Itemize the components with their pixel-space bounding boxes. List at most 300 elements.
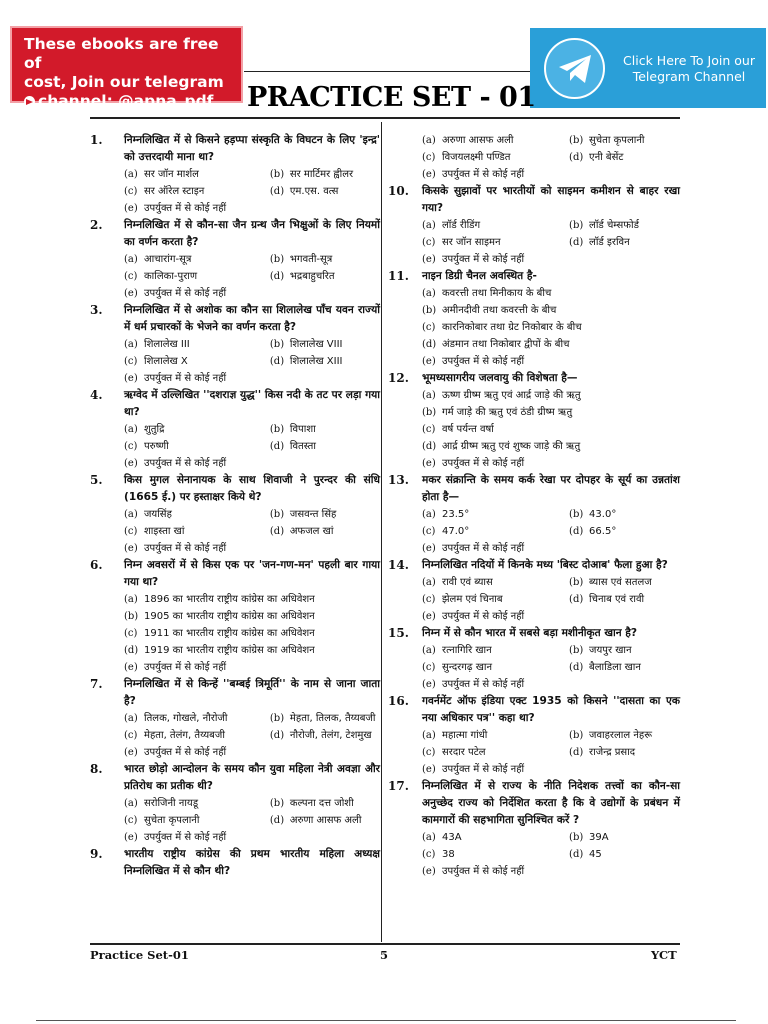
option-row — [124, 523, 380, 540]
option-row — [422, 574, 680, 591]
option-text: गर्म जाड़े की ऋतु एवं ठंडी ग्रीष्म ऋतु — [442, 407, 573, 418]
option-label: (c) — [422, 747, 436, 758]
option-row — [124, 166, 380, 183]
option-row — [422, 251, 680, 268]
option — [569, 591, 680, 608]
option — [422, 744, 569, 761]
option-text: एनी बेसेंट — [589, 152, 624, 163]
option-label: (a) — [422, 509, 436, 520]
right-column — [388, 132, 680, 880]
option-text: सर मार्टिमर ह्वीलर — [289, 169, 354, 180]
option-text: शाइस्ता खां — [144, 526, 185, 537]
option-text: सर ऑरेल स्टाइन — [144, 186, 205, 197]
option-text: उपर्युक्त में से कोई नहीं — [144, 373, 227, 384]
option — [422, 319, 582, 336]
option — [569, 829, 680, 846]
option-label: (a) — [124, 713, 138, 724]
option — [270, 710, 380, 727]
option-label: (b) — [569, 509, 584, 520]
question — [388, 183, 680, 268]
option — [124, 727, 270, 744]
option — [422, 438, 580, 455]
left-column — [90, 132, 380, 880]
option — [569, 523, 680, 540]
option — [422, 132, 569, 149]
question — [90, 557, 380, 676]
option — [422, 251, 524, 268]
option-text: शुतुद्रि — [144, 424, 165, 435]
option-label: (b) — [269, 798, 285, 809]
option — [124, 642, 315, 659]
option-row — [124, 642, 380, 659]
option-text: सुचेता कृपलानी — [144, 815, 200, 826]
option-row — [422, 421, 680, 438]
question — [388, 625, 680, 693]
option — [124, 523, 270, 540]
option — [124, 370, 226, 387]
option-label: (a) — [124, 254, 138, 265]
option-label: (d) — [569, 747, 584, 758]
options — [124, 795, 380, 846]
option-label: (a) — [124, 798, 138, 809]
option — [422, 642, 569, 659]
option-label: (d) — [422, 441, 437, 452]
option-row — [422, 132, 680, 149]
option-label: (e) — [422, 458, 436, 469]
question-number: 2. — [90, 218, 103, 232]
option-label: (d) — [569, 849, 584, 860]
option-row — [422, 455, 680, 472]
option — [124, 812, 270, 829]
option-text: अरुणा आसफ अली — [442, 135, 514, 146]
option-text: उपर्युक्त में से कोई नहीं — [442, 866, 525, 877]
option-text: अंडमान तथा निकोबार द्वीपों के बीच — [442, 339, 570, 350]
option-label: (e) — [422, 611, 436, 622]
option-row — [422, 166, 680, 183]
option-label: (a) — [124, 339, 138, 350]
question-number: 3. — [90, 303, 103, 317]
option — [422, 523, 569, 540]
option — [270, 421, 380, 438]
options — [422, 285, 680, 370]
option-label: (a) — [422, 730, 436, 741]
question — [90, 217, 380, 302]
option-text: सर जॉन साइमन — [442, 237, 501, 248]
option-text: 45 — [589, 849, 602, 860]
option-text: सरोजिनी नायडू — [144, 798, 199, 809]
telegram-promo-banner[interactable] — [10, 26, 243, 110]
option-text: जयपुर खान — [589, 645, 632, 656]
option-label: (e) — [124, 458, 138, 469]
option — [422, 761, 524, 778]
option-row — [422, 659, 680, 676]
option — [422, 166, 524, 183]
option-label: (d) — [269, 356, 285, 367]
option — [124, 438, 270, 455]
option — [270, 251, 380, 268]
option-row — [124, 455, 380, 472]
option-label: (d) — [269, 186, 285, 197]
option-row — [422, 761, 680, 778]
options — [422, 132, 680, 183]
question — [90, 302, 380, 387]
option-label: (c) — [422, 322, 436, 333]
options — [124, 710, 380, 761]
option-label: (a) — [124, 509, 138, 520]
option — [569, 642, 680, 659]
option-text: लॉर्ड रीडिंग — [442, 220, 481, 231]
option-text: कारनिकोबार तथा ग्रेट निकोबार के बीच — [442, 322, 582, 333]
option-text: सुचेता कृपलानी — [589, 135, 645, 146]
option — [422, 863, 524, 880]
option-row — [422, 523, 680, 540]
option-label: (d) — [569, 152, 584, 163]
option-label: (e) — [124, 832, 138, 843]
options — [422, 217, 680, 268]
option-label: (b) — [422, 407, 437, 418]
option-text: एम.एस. वत्स — [289, 186, 339, 197]
option-text: उपर्युक्त में से कोई नहीं — [144, 747, 227, 758]
option — [569, 506, 680, 523]
question — [90, 472, 380, 557]
option — [422, 846, 569, 863]
option-text: विपाशा — [289, 424, 316, 435]
option-row — [422, 676, 680, 693]
option-row — [124, 608, 380, 625]
question-text: निम्नलिखित में से कौन-सा जैन ग्रन्थ जैन भिक्षुओं के लिए नियमों का वर्णन करता है? — [124, 219, 380, 248]
question — [90, 676, 380, 761]
question-text: मकर संक्रान्ति के समय कर्क रेखा पर दोपहर के सूर्य का उन्नतांश होता है— — [422, 474, 680, 503]
options — [422, 387, 680, 472]
option-text: 23.5° — [442, 509, 470, 520]
question-text: भूमध्यसागरीय जलवायु की विशेषता है— — [422, 372, 578, 384]
question — [388, 268, 680, 370]
option-row — [124, 506, 380, 523]
option — [124, 421, 270, 438]
option-row — [422, 217, 680, 234]
option-text: मेहता, तेलंग, तैय्यबजी — [144, 730, 225, 741]
option-row — [124, 421, 380, 438]
option-row — [422, 387, 680, 404]
option-text: परुष्णी — [144, 441, 169, 452]
option-label: (c) — [124, 815, 138, 826]
question-text: निम्न अवसरों में से किस एक पर 'जन-गण-मन' पहली बार गाया गया था? — [124, 559, 380, 588]
title-divider — [90, 117, 680, 119]
option-text: ब्यास एवं सतलज — [589, 577, 652, 588]
option-label: (e) — [124, 288, 138, 299]
option-text: कालिका-पुराण — [144, 271, 198, 282]
option-text: कल्पना दत्त जोशी — [289, 798, 354, 809]
option-text: उपर्युक्त में से कोई नहीं — [144, 203, 227, 214]
question-number: 12. — [388, 371, 409, 385]
option-label: (c) — [124, 526, 138, 537]
option-label: (d) — [422, 339, 437, 350]
options — [422, 642, 680, 693]
option-row — [124, 183, 380, 200]
option-text: उपर्युक्त में से कोई नहीं — [144, 288, 227, 299]
option — [422, 574, 569, 591]
options — [124, 591, 380, 676]
option-row — [124, 251, 380, 268]
option — [124, 591, 315, 608]
promo-line-2: cost, Join our telegram — [24, 73, 224, 91]
options — [422, 506, 680, 557]
question-number: 16. — [388, 694, 409, 708]
option — [422, 676, 524, 693]
option-row — [124, 795, 380, 812]
question-text: किस मुगल सेनानायक के साथ शिवाजी ने पुरन्दर की संधि (1665 ई.) पर हस्ताक्षर किये थे? — [124, 474, 380, 503]
option-label: (c) — [422, 237, 436, 248]
option-label: (c) — [422, 424, 436, 435]
option-text: महात्मा गांधी — [442, 730, 488, 741]
option — [270, 795, 380, 812]
option-label: (c) — [422, 152, 436, 163]
option-text: शिलालेख III — [144, 339, 190, 350]
page-bottom-rule — [36, 1020, 736, 1021]
option-row — [124, 591, 380, 608]
option — [124, 540, 226, 557]
option-text: वर्ष पर्यन्त वर्षा — [442, 424, 494, 435]
option-text: उपर्युक्त में से कोई नहीं — [144, 832, 227, 843]
question-text: निम्नलिखित में से अशोक का कौन सा शिलालेख पाँच यवन राज्यों में धर्म प्रचारकों के भेजने का वर्णन करता है? — [124, 304, 380, 333]
question-text: निम्नलिखित नदियों में किनके मध्य 'बिस्ट दोआब' फैला हुआ है? — [422, 559, 668, 571]
option — [124, 608, 315, 625]
question-text: गवर्नमेंट ऑफ इंडिया एक्ट 1935 को किसने ''दासता का एक नया अधिकार पत्र'' कहा था? — [422, 695, 680, 724]
option-text: उपर्युक्त में से कोई नहीं — [442, 543, 525, 554]
question-text: ऋग्वेद में उल्लिखित ''दशराज्ञ युद्ध'' किस नदी के तट पर लड़ा गया था? — [124, 389, 380, 418]
option-label: (a) — [124, 169, 138, 180]
option-text: कवरत्ती तथा मिनीकाय के बीच — [442, 288, 552, 299]
option-label: (e) — [422, 169, 436, 180]
option-label: (e) — [124, 662, 138, 673]
option-text: सर जॉन मार्शल — [144, 169, 199, 180]
question — [388, 778, 680, 880]
option — [569, 659, 680, 676]
question-text: निम्नलिखित में से राज्य के नीति निदेशक तत्त्वों का कौन-सा अनुच्छेद राज्य को निर्देशित करता है कि वे उद्योगों के प्रबंधन में कामगारों की सहभागिता सुनिश्चित करें ? — [422, 780, 680, 826]
option-label: (b) — [569, 730, 584, 741]
option — [422, 285, 551, 302]
option — [270, 268, 380, 285]
option-text: जसवन्त सिंह — [289, 509, 337, 520]
option-row — [422, 744, 680, 761]
option-text: अमीनदीवी तथा कवरत्ती के बीच — [442, 305, 557, 316]
option-label: (b) — [269, 713, 285, 724]
option — [270, 438, 380, 455]
option-row — [422, 149, 680, 166]
option-label: (e) — [422, 356, 436, 367]
option-text: 1919 का भारतीय राष्ट्रीय कांग्रेस का अधिवेशन — [144, 645, 315, 656]
option-row — [422, 727, 680, 744]
option-label: (a) — [422, 832, 436, 843]
option-text: आर्द्र ग्रीष्म ऋतु एवं शुष्क जाड़े की ऋतु — [442, 441, 581, 452]
option-label: (c) — [124, 356, 138, 367]
question-number: 4. — [90, 388, 103, 402]
option-text: वितस्ता — [289, 441, 316, 452]
option — [270, 812, 380, 829]
option-row — [422, 353, 680, 370]
option — [124, 710, 270, 727]
join-telegram-text — [614, 53, 764, 85]
option-label: (b) — [269, 169, 285, 180]
option-label: (e) — [422, 543, 436, 554]
option-text: अरुणा आसफ अली — [289, 815, 362, 826]
option-row — [422, 829, 680, 846]
question-text: भारतीय राष्ट्रीय कांग्रेस की प्रथम भारतीय महिला अध्यक्ष निम्नलिखित में से कौन थी? — [124, 848, 380, 877]
option-label: (b) — [569, 577, 584, 588]
option-row — [422, 540, 680, 557]
options — [124, 251, 380, 302]
option-label: (a) — [422, 577, 436, 588]
option-row — [422, 863, 680, 880]
option — [124, 285, 226, 302]
option-text: उपर्युक्त में से कोई नहीं — [442, 254, 525, 265]
option-text: लॉर्ड इरविन — [589, 237, 630, 248]
option-label: (d) — [124, 645, 139, 656]
question — [388, 693, 680, 778]
options — [422, 574, 680, 625]
option-label: (c) — [422, 662, 436, 673]
option — [422, 421, 494, 438]
option-text: भद्रबाहुचरित — [289, 271, 335, 282]
option-label: (d) — [569, 237, 584, 248]
footer-set-name: Practice Set-01 — [90, 948, 189, 962]
option-label: (d) — [269, 730, 285, 741]
option — [124, 166, 270, 183]
footer-divider — [90, 943, 680, 945]
option — [124, 659, 226, 676]
option — [569, 132, 680, 149]
option-label: (b) — [569, 135, 584, 146]
option — [422, 727, 569, 744]
join-telegram-button[interactable] — [530, 28, 766, 108]
option-text: बैलाडिला खान — [589, 662, 641, 673]
option — [422, 387, 581, 404]
option-row — [124, 710, 380, 727]
option-text: शिलालेख X — [144, 356, 188, 367]
join-line-2: Telegram Channel — [632, 69, 746, 84]
header-rule — [244, 71, 530, 72]
question-text: किसके सुझावों पर भारतीयों को साइमन कमीशन से बाहर रखा गया? — [422, 185, 680, 214]
promo-line-3-wrap — [24, 92, 233, 111]
option-text: सरदार पटेल — [442, 747, 486, 758]
option-text: 43.0° — [589, 509, 617, 520]
option-text: उपर्युक्त में से कोई नहीं — [144, 662, 227, 673]
option — [124, 455, 226, 472]
option-row — [422, 285, 680, 302]
option — [124, 336, 270, 353]
option-label: (b) — [269, 509, 285, 520]
question-number: 5. — [90, 473, 103, 487]
option — [124, 268, 270, 285]
option — [569, 846, 680, 863]
option-label: (e) — [124, 373, 138, 384]
option-row — [422, 591, 680, 608]
question-number: 11. — [388, 269, 409, 283]
option-text: रत्नागिरि खान — [442, 645, 492, 656]
option-text: 43A — [442, 832, 462, 843]
promo-line-3: channel: @apna_pdf — [38, 92, 214, 110]
option-label: (b) — [269, 339, 285, 350]
option — [422, 829, 569, 846]
option-label: (b) — [422, 305, 437, 316]
option-label: (e) — [422, 254, 436, 265]
options — [422, 829, 680, 880]
option-row — [124, 727, 380, 744]
option-label: (a) — [422, 645, 436, 656]
footer-publisher: YCT — [651, 948, 677, 962]
paper-plane-icon — [558, 54, 592, 84]
option — [124, 353, 270, 370]
option-row — [124, 336, 380, 353]
option-text: 39A — [589, 832, 609, 843]
promo-line-1: These ebooks are free of — [24, 35, 219, 72]
option-text: अफजल खां — [289, 526, 334, 537]
option — [124, 829, 226, 846]
option-row — [124, 540, 380, 557]
question — [90, 846, 380, 880]
option — [422, 455, 524, 472]
option — [124, 506, 270, 523]
option-label: (d) — [269, 815, 285, 826]
option-text: जयसिंह — [144, 509, 172, 520]
option — [270, 727, 380, 744]
option-label: (d) — [569, 526, 584, 537]
option — [270, 336, 380, 353]
option — [124, 251, 270, 268]
join-line-1: Click Here To Join our — [623, 53, 755, 68]
option — [270, 183, 380, 200]
option-text: उपर्युक्त में से कोई नहीं — [442, 458, 525, 469]
option-label: (e) — [422, 679, 436, 690]
option-label: (e) — [124, 203, 138, 214]
page-title: PRACTICE SET - 01 — [247, 82, 536, 113]
option-row — [124, 268, 380, 285]
option-label: (d) — [269, 441, 285, 452]
option-text: शिलालेख VIII — [289, 339, 343, 350]
option-row — [124, 353, 380, 370]
option-text: 1905 का भारतीय राष्ट्रीय कांग्रेस का अधिवेशन — [144, 611, 315, 622]
question-text: भारत छोड़ो आन्दोलन के समय कौन युवा महिला नेत्री अवज्ञा और प्रतिरोध का प्रतीक थी? — [124, 763, 380, 792]
option-label: (b) — [269, 424, 285, 435]
option-label: (a) — [422, 135, 436, 146]
option-label: (b) — [569, 832, 584, 843]
option-text: नौरोजी, तेलंग, टेशमुख — [289, 730, 372, 741]
option-label: (c) — [124, 628, 138, 639]
option-label: (c) — [124, 186, 138, 197]
option-text: उपर्युक्त में से कोई नहीं — [442, 679, 525, 690]
option-row — [422, 506, 680, 523]
option — [422, 608, 524, 625]
option — [270, 166, 380, 183]
option-row — [422, 336, 680, 353]
option-label: (b) — [124, 611, 139, 622]
option — [124, 625, 315, 642]
option-row — [422, 846, 680, 863]
option-row — [124, 829, 380, 846]
options — [124, 506, 380, 557]
option-label: (e) — [124, 747, 138, 758]
option-label: (a) — [422, 288, 436, 299]
option-label: (c) — [124, 730, 138, 741]
question-9-options — [388, 132, 680, 183]
question-number: 10. — [388, 184, 409, 198]
option-row — [422, 302, 680, 319]
option — [422, 540, 524, 557]
option-text: 1911 का भारतीय राष्ट्रीय कांग्रेस का अधिवेशन — [144, 628, 315, 639]
option-text: उपर्युक्त में से कोई नहीं — [144, 543, 227, 554]
option-text: राजेन्द्र प्रसाद — [589, 747, 636, 758]
option-text: विजयलक्ष्मी पण्डित — [442, 152, 511, 163]
